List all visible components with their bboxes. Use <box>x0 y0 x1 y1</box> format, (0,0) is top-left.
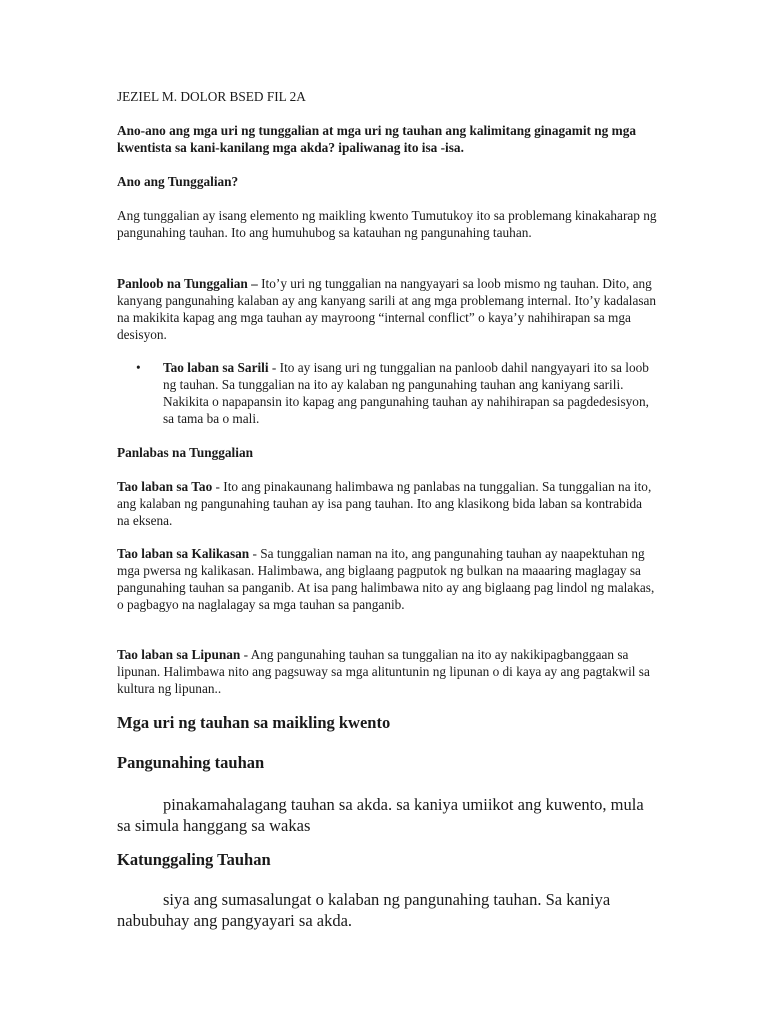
panloob-text: Ito’y uri ng tunggalian na nangyayari sa loob mismo ng tauhan. Dito, ang kanyang pangunahing kalaban ay ang kanyang sarili at ang mga problemang internal. Ito’y kadalasan na makikita kapag ang mga tauhan ay mayroong “internal conflict” o kaya’y nahihirapan sa mga desisyon. <box>117 276 657 342</box>
bullet-icon: • <box>136 360 141 375</box>
tauhan-type-text-katunggali: siya ang sumasalungat o kalaban ng pangunahing tauhan. Sa kaniya nabubuhay ang pangyayari sa akda. <box>117 890 611 930</box>
panlabas-item-tao <box>117 478 657 529</box>
bullet-term: Tao laban sa Sarili <box>163 360 269 375</box>
panlabas-item-text: - Sa tunggalian naman na ito, ang pangunahing tauhan ay naapektuhan ng mga pwersa ng kalikasan. Halimbawa, ang biglaang pagputok ng bulkan na maaaring maglagay sa pangunahing tauhan sa panganib. At isa pang halimbawa nito ay ang biglaang pag lindol ng malakas, o pagbagyo na naglalagay sa mga tauhan sa panganib. <box>117 546 655 612</box>
panlabas-item-term: Tao laban sa Tao <box>117 479 213 494</box>
panlabas-item-term: Tao laban sa Kalikasan <box>117 546 250 561</box>
tauhan-type-heading-pangunahin: Pangunahing tauhan <box>117 753 265 772</box>
panlabas-heading: Panlabas na Tunggalian <box>117 445 253 460</box>
panlabas-item-kalikasan <box>117 545 657 613</box>
tauhan-type-heading-katunggali: Katunggaling Tauhan <box>117 850 271 869</box>
bullet-text: - Ito ay isang uri ng tunggalian na panloob dahil nangyayari ito sa loob ng tauhan. Sa tunggalian na ito ay kalaban ng pangunahing tauhan ang kaniyang sarili. Nakikita o napapansin ito kapag ang pangunahing tauhan ay nahihirapan sa pagdedesisyon, sa tama ba o mali. <box>163 360 649 426</box>
panlabas-item-term: Tao laban sa Lipunan <box>117 647 241 662</box>
tauhan-heading: Mga uri ng tauhan sa maikling kwento <box>117 713 391 732</box>
question-text: Ano-ano ang mga uri ng tunggalian at mga uri ng tauhan ang kalimitang ginagamit ng mga kwentista sa kani-kanilang mga akda? ipaliwanag ito isa -isa. <box>117 123 637 155</box>
panloob-paragraph <box>117 275 657 343</box>
tunggalian-heading: Ano ang Tunggalian? <box>117 174 239 189</box>
tunggalian-definition: Ang tunggalian ay isang elemento ng maikling kwento Tumutukoy ito sa problemang kinakaharap ng pangunahing tauhan. Ito ang humuhubog sa katauhan ng pangunahing tauhan. <box>117 208 657 240</box>
panlabas-item-text: - Ito ang pinakaunang halimbawa ng panlabas na tunggalian. Sa tunggalian na ito, ang kalaban ng pangunahing tauhan ay isa pang tauhan. Ito ang klasikong bida laban sa kontrabida na eksena. <box>117 479 652 528</box>
panlabas-item-text: - Ang pangunahing tauhan sa tunggalian na ito ay nakikipagbanggaan sa lipunan. Halimbawa nito ang pagsuway sa mga alituntunin ng lipunan o di kaya ay ang pagtakwil sa kultura ng lipunan.. <box>117 647 650 696</box>
tauhan-type-text-pangunahin: pinakamahalagang tauhan sa akda. sa kaniya umiikot ang kuwento, mula sa simula hanggang sa wakas <box>117 795 644 835</box>
panloob-term: Panloob na Tunggalian – <box>117 276 258 291</box>
bullet-item-sarili <box>163 359 658 427</box>
panlabas-item-lipunan <box>117 646 657 697</box>
author-line: JEZIEL M. DOLOR BSED FIL 2A <box>117 89 306 104</box>
